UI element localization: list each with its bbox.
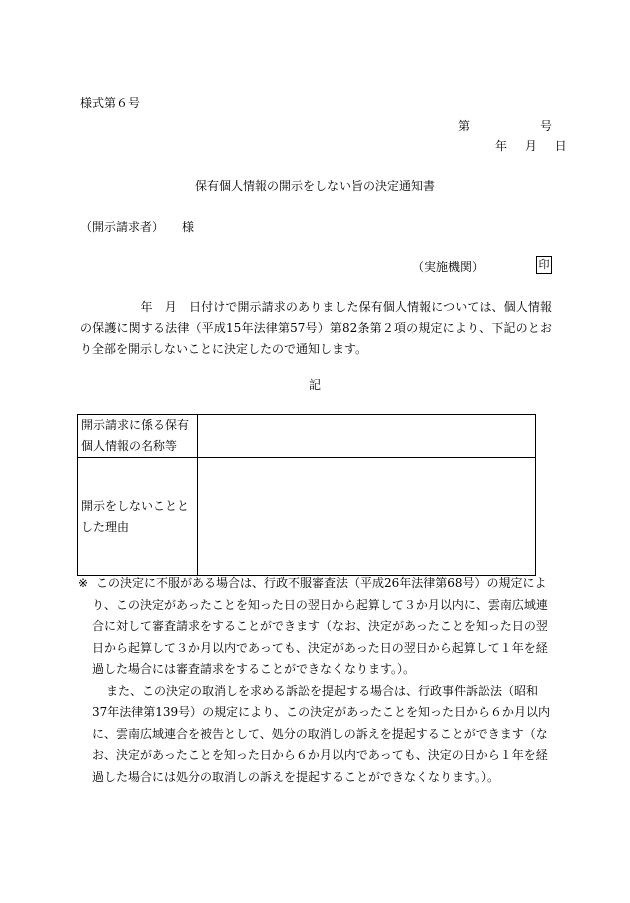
recipient-suffix: 様 <box>182 220 195 234</box>
notes-section <box>78 573 553 788</box>
date-line: 年 月 日 <box>495 139 567 153</box>
info-table <box>77 414 536 576</box>
note-text-1: この決定に不服がある場合は、行政不服審査法（平成26年法律第68号）の規定により、この決定があったことを知った日の翌日から起算して３か月以内に、雲南広域連合に対して審査請求をすることができます（なお、決定があったことを知った日の翌日から起算して３か月以内であっても、決定があった日の翌日から起算して１年を経過した場合には審査請求をすることができなくなります。）。 <box>92 576 548 676</box>
document-number-prefix: 第 <box>458 119 471 133</box>
note-paragraph-1 <box>78 573 553 681</box>
note-paragraph-2: また、この決定の取消しを求める訴訟を提起する場合は、行政事件訴訟法（昭和37年法律第139号）の規定により、この決定があったことを知った日から６か月以内に、雲南広域連合を被告として、処分の取消しの訴えを提起することができます（なお、決定があったことを知った日から６か月以内であっても、決定の日から１年を経過した場合には処分の取消しの訴えを提起することができなくなります。）。 <box>92 683 551 784</box>
recipient-label: （開示請求者） <box>80 220 165 234</box>
recipient-line <box>80 221 194 233</box>
table-value-cell <box>198 415 536 458</box>
document-title: 保有個人情報の開示をしない旨の決定通知書 <box>194 179 435 193</box>
form-number: 様式第６号 <box>80 96 141 110</box>
note-mark: ※ <box>78 576 89 590</box>
ki-heading: 記 <box>308 378 321 392</box>
table-row <box>78 415 536 458</box>
table-value-cell <box>198 458 536 576</box>
table-label-cell: 開示をしないこととした理由 <box>78 458 198 576</box>
agency-label: （実施機関） <box>412 260 485 274</box>
body-paragraph: 年 月 日付けで開示請求のありました保有個人情報については、個人情報の保護に関する法律（平成15年法律第57号）第82条第２項の規定により、下記のとおり全部を開示しないことに決定したので通知します。 <box>80 300 552 356</box>
document-number-suffix: 号 <box>540 119 553 133</box>
seal-mark: 印 <box>536 256 552 274</box>
table-row <box>78 458 536 576</box>
table-label-cell: 開示請求に係る保有個人情報の名称等 <box>78 415 198 458</box>
